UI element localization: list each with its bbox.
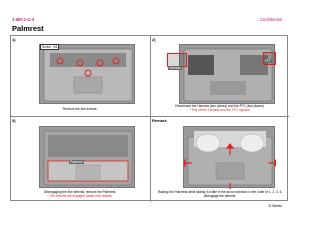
step-1-panel xyxy=(11,36,149,116)
step-1-photo xyxy=(39,44,135,104)
step-3-caption: Disengaging the five detents, remove the Palmrest. xyxy=(43,190,117,194)
remark-caption: Raising the Palmrest while sliding it a little in the arrow direction in the order of 1, 2, 3, 4, disengage the detents. xyxy=(157,190,283,198)
laptop-connectors-illustration xyxy=(180,45,276,105)
step-2-panel xyxy=(151,36,289,116)
step-2-note xyxy=(151,108,289,112)
remark-panel xyxy=(151,117,289,202)
header-model: 1-MD-1-C-3 xyxy=(12,17,35,22)
step-number: 1) xyxy=(12,37,16,42)
remark-photo xyxy=(183,126,275,188)
step-1-caption: Remove the five screws. xyxy=(62,107,98,111)
harness-highlight xyxy=(167,53,187,67)
remark-heading: Remark xyxy=(152,118,167,123)
footer-series: E-Series xyxy=(268,204,282,208)
steps-grid xyxy=(10,35,288,201)
step-number: 3) xyxy=(12,118,16,123)
palmrest-illustration xyxy=(40,127,136,189)
screw-callout: Screw : B1 xyxy=(42,45,58,49)
ffc-label: FFC xyxy=(265,59,272,63)
page-title: Palmrest xyxy=(12,24,44,33)
step-number: 2) xyxy=(152,37,156,42)
header-confidential: Confidential xyxy=(259,17,282,22)
harness-label: Harness xyxy=(169,66,181,70)
step-2-note-text: * Pull off the Harness and the FFC upward. xyxy=(189,108,251,112)
step-3-note xyxy=(11,194,149,198)
step-3-panel xyxy=(11,117,149,202)
palmrest-label: Palmrest xyxy=(70,160,83,164)
hands-sliding-palmrest-illustration xyxy=(184,127,276,189)
step-3-photo xyxy=(39,126,135,188)
laptop-bottom-illustration xyxy=(40,45,136,105)
step-2-caption: Disconnect the Harness (two places) and the FFC (two places). xyxy=(175,104,265,108)
step-2-photo xyxy=(179,44,275,104)
step-3-note-text: * The detents are engaged toward the outside. xyxy=(47,194,113,198)
